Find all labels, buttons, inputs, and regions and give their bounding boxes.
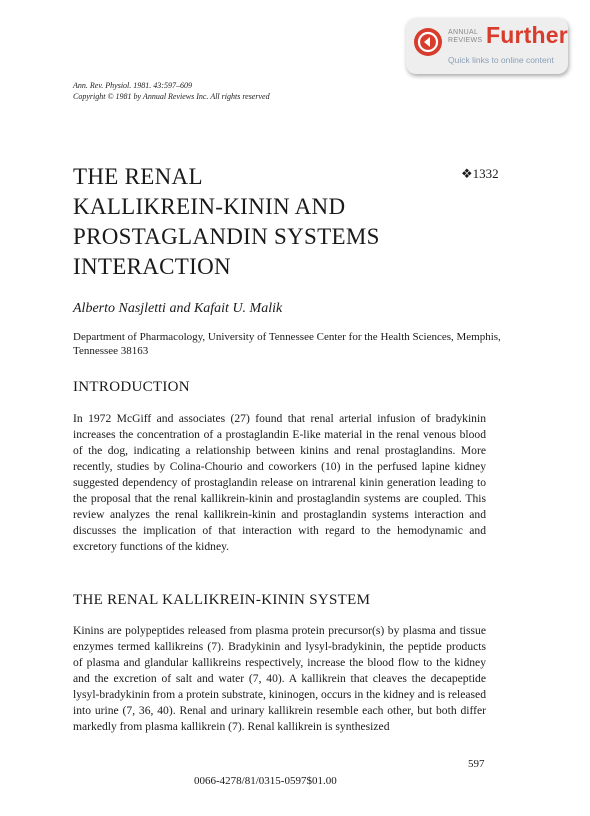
authors: Alberto Nasjletti and Kafait U. Malik [73, 301, 283, 316]
title-line: KALLIKREIN-KININ AND [73, 194, 346, 219]
footer-code: 0066-4278/81/0315-0597$01.00 [194, 775, 337, 787]
copyright-line: Copyright © 1981 by Annual Reviews Inc. All rights reserved [73, 92, 270, 101]
affiliation: Department of Pharmacology, University of Tennessee Center for the Health Sciences, Memphis, Tennessee 38163 [73, 331, 501, 357]
brand-line-1: ANNUAL [448, 29, 479, 36]
annual-reviews-logo-icon [414, 28, 442, 56]
section-heading-kallikrein-kinin: THE RENAL KALLIKREIN-KININ SYSTEM [73, 592, 371, 608]
journal-citation: Ann. Rev. Physiol. 1981. 43:597–609 [73, 81, 192, 90]
title-line: PROSTAGLANDIN SYSTEMS [73, 224, 380, 249]
article-title [73, 162, 380, 282]
play-back-icon [414, 28, 442, 56]
further-label: Further [486, 22, 568, 48]
section-heading-introduction: INTRODUCTION [73, 379, 190, 395]
page-number: 597 [468, 758, 485, 770]
title-line: INTERACTION [73, 254, 231, 279]
title-line: THE RENAL [73, 164, 203, 189]
annual-reviews-wordmark [448, 29, 482, 45]
kallikrein-kinin-paragraph: Kinins are polypeptides released from plasma protein precursor(s) by plasma and tissue enzymes termed kallikreins (7). Bradykinin and lysyl-bradykinin, the peptide products of plasma and glandular kallikreins respectively, increase the blood flow to the kidney and the excretion of salt and water (7, 40). A kallikrein that cleaves the decapeptide lysyl-bradykinin from a protein substrate, kininogen, occurs in the kidney and is released into urine (7, 36, 40). Renal and urinary kallikrein resemble each other, but both differ markedly from plasma kallikrein (7). Renal kallikrein is synthesized [73, 624, 486, 733]
brand-line-2: REVIEWS [448, 37, 483, 44]
journal-citation-block [73, 80, 270, 102]
further-badge[interactable] [406, 18, 568, 74]
article-code: ❖1332 [461, 166, 499, 181]
further-subtitle: Quick links to online content [448, 55, 554, 65]
introduction-paragraph: In 1972 McGiff and associates (27) found that renal arterial infusion of bradykinin increases the concentration of a prostaglandin E-like material in the renal venous blood of the dog, indicating a relationship between kinins and renal prostaglandins. More recently, studies by Colina-Chourio and coworkers (10) in the perfused lapine kidney suggested dependency of prostaglandin release on intrarenal kinin generation leading to the proposal that the renal kallikrein-kinin and prostaglandin systems are coupled. This review analyzes the renal kallikrein-kinin and prostaglandin systems interaction and discusses the implication of that interaction with regard to the hemodynamic and excretory functions of the kidney. [73, 412, 486, 553]
